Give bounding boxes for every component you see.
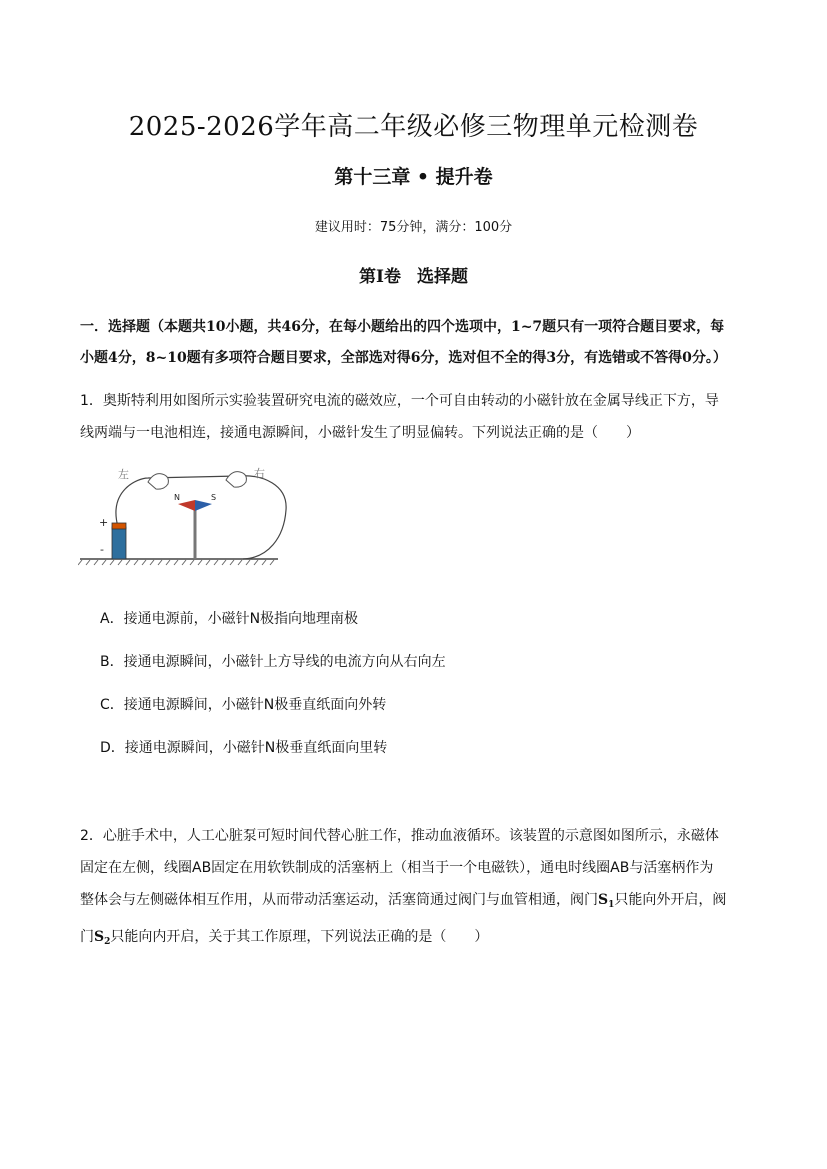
battery-cap — [112, 523, 126, 529]
question-1-stem — [80, 385, 750, 449]
left-hand-icon — [148, 474, 168, 489]
question-1-option-a[interactable]: A．接通电源前，小磁针N极指向地理南极 — [100, 611, 359, 627]
wire — [116, 476, 286, 559]
question-1-option-d[interactable]: D．接通电源瞬间，小磁针N极垂直纸面向里转 — [100, 740, 388, 756]
needle-n-label: N — [174, 493, 180, 502]
question-1-option-b[interactable]: B．接通电源瞬间，小磁针上方导线的电流方向从右向左 — [100, 654, 446, 670]
instructions-line-1: 一．选择题（本题共10小题，共46分，在每小题给出的四个选项中，1~7题只有一项符合题目要求，每 — [80, 319, 725, 335]
part-name: 选择题 — [416, 267, 468, 287]
question-2-line-2: 固定在左侧，线圈AB固定在用软铁制成的活塞柄上（相当于一个电磁铁），通电时线圈AB与活塞柄作为 — [80, 860, 714, 876]
question-2-stem — [80, 820, 750, 958]
instructions-line-2: 小题4分，8~10题有多项符合题目要求，全部选对得6分，选对但不全的得3分，有选错或不答得0分。） — [80, 350, 727, 366]
label-right: 右 — [254, 467, 265, 480]
section-instructions — [80, 312, 750, 374]
question-1-line-1: 1．奥斯特利用如图所示实验装置研究电流的磁效应，一个可自由转动的小磁针放在金属导线正下方，导 — [80, 393, 719, 409]
label-left: 左 — [118, 468, 129, 481]
question-2-line-4: 门$S_2$只能向内开启，关于其工作原理，下列说法正确的是（ ） — [80, 929, 489, 947]
question-1-line-2: 线两端与一电池相连，接通电源瞬间，小磁针发生了明显偏转。下列说法正确的是（ ） — [80, 425, 640, 441]
battery-minus-label: - — [100, 543, 104, 556]
valve-s1-label: $S_1$ — [598, 892, 615, 910]
battery-plus-label: + — [99, 516, 109, 529]
exam-meta: 建议用时：75分钟，满分：100分 — [314, 220, 513, 235]
right-hand-icon — [226, 472, 246, 487]
question-2-line-3: 整体会与左侧磁体相互作用，从而带动活塞运动，活塞筒通过阀门与血管相通，阀门$S_1$只能向外开启，阀 — [80, 892, 727, 910]
ground-hatching — [78, 560, 274, 565]
part-label: 第Ⅰ卷 — [359, 267, 401, 287]
question-2-line-1: 2．心脏手术中，人工心脏泵可短时间代替心脏工作，推动血液循环。该装置的示意图如图所示，永磁体 — [80, 828, 719, 844]
valve-s2-label: $S_2$ — [94, 929, 111, 947]
battery — [112, 527, 126, 559]
question-1-option-c[interactable]: C．接通电源瞬间，小磁针N极垂直纸面向外转 — [100, 697, 387, 713]
part-heading — [0, 262, 827, 287]
page-title: 2025-2026学年高二年级必修三物理单元检测卷 — [128, 112, 699, 142]
needle-s-label: S — [211, 493, 217, 502]
page-subtitle: 第十三章 • 提升卷 — [334, 166, 493, 188]
oersted-experiment-figure — [78, 460, 293, 570]
needle-south-half — [195, 500, 212, 511]
needle-north-half — [178, 500, 195, 511]
